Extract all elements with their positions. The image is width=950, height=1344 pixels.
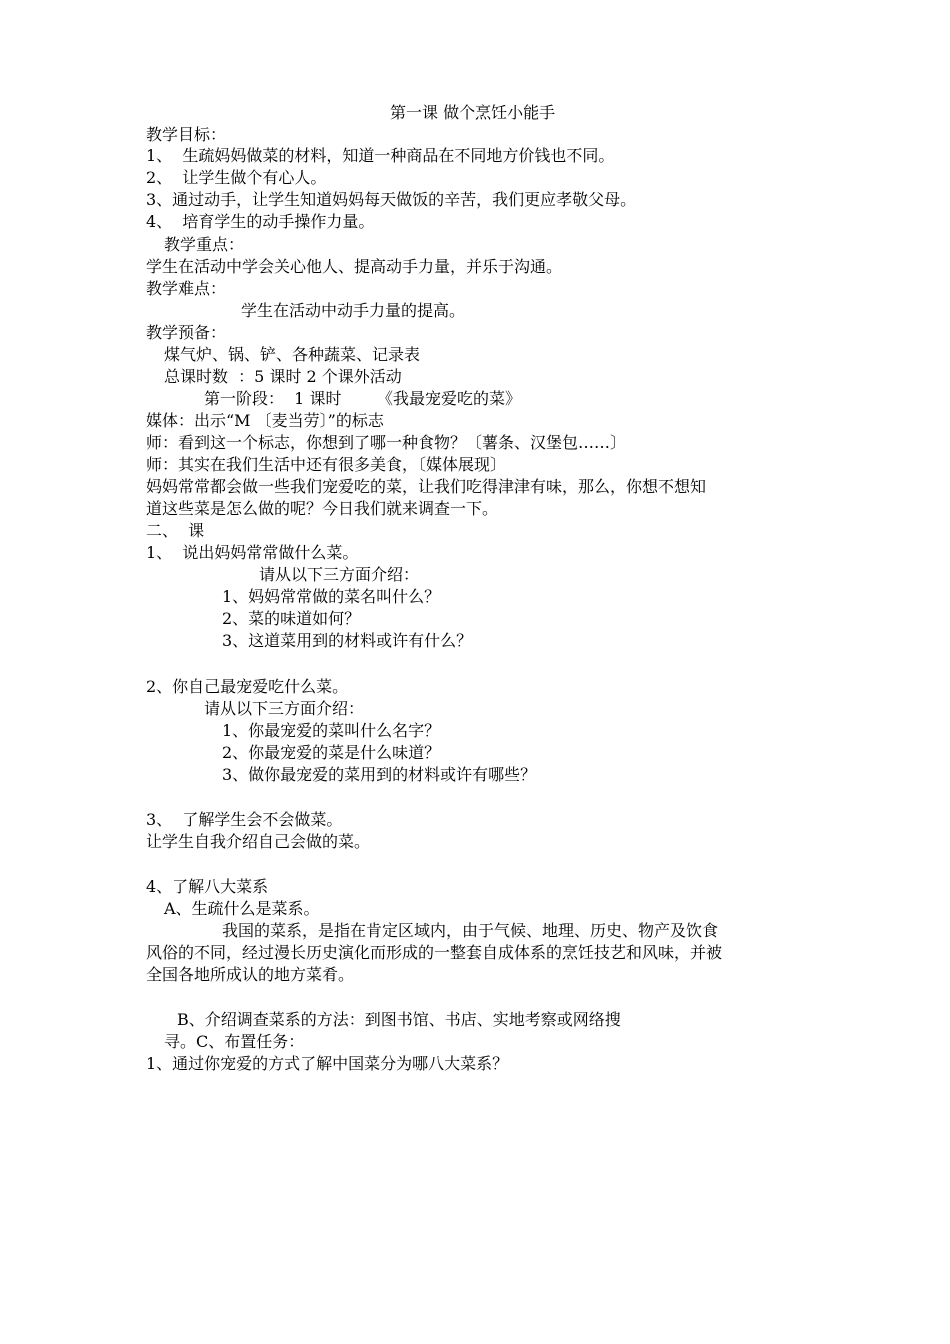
question-item: 2、菜的味道如何？ xyxy=(222,609,361,628)
activity-heading: 4、了解八大菜系 xyxy=(146,877,269,896)
total-hours-text: 总课时数 ：5 课时 2 个课外活动 xyxy=(164,367,402,386)
body-line: 全国各地所成认的地方菜肴。 xyxy=(146,965,355,984)
document-title: 第一课 做个烹饪小能手 xyxy=(390,103,556,122)
section-heading-key-points: 教学重点： xyxy=(164,235,245,254)
section-heading-difficulties: 教学难点： xyxy=(146,279,227,298)
body-line: 风俗的不同，经过漫长历史演化而形成的一整套自成体系的烹饪技艺和风味，并被 xyxy=(146,943,723,962)
sub-heading: B、介绍调查菜系的方法：到图书馆、书店、实地考察或网络搜 xyxy=(177,1010,621,1029)
task-item: 1、通过你宠爱的方式了解中国菜分为哪八大菜系？ xyxy=(146,1054,509,1073)
objective-line: 2、 让学生做个有心人。 xyxy=(146,168,327,187)
objective-line: 3、通过动手，让学生知道妈妈每天做饭的辛苦，我们更应孝敬父母。 xyxy=(146,190,637,209)
body-line: 师：其实在我们生活中还有很多美食，〔媒体展现〕 xyxy=(146,455,507,474)
difficulties-text: 学生在活动中动手力量的提高。 xyxy=(241,301,466,320)
question-item: 1、妈妈常常做的菜名叫什么？ xyxy=(222,587,441,606)
activity-heading: 1、 说出妈妈常常做什么菜。 xyxy=(146,543,359,562)
stage-one-text: 第一阶段： 1 课时 《我最宠爱吃的菜》 xyxy=(204,389,522,408)
question-item: 2、你最宠爱的菜是什么味道？ xyxy=(222,743,441,762)
activity-heading: 2、你自己最宠爱吃什么菜。 xyxy=(146,677,349,696)
body-line: 道这些菜是怎么做的呢？今日我们就来调查一下。 xyxy=(146,499,499,518)
section-heading-lesson: 二、 课 xyxy=(146,521,205,540)
section-heading-objectives: 教学目标： xyxy=(146,125,227,144)
question-item: 3、这道菜用到的材料或许有什么？ xyxy=(222,631,473,650)
sub-heading: A、生疏什么是菜系。 xyxy=(164,899,320,918)
activity-prompt: 请从以下三方面介绍： xyxy=(259,565,420,584)
key-points-text: 学生在活动中学会关心他人、提高动手力量，并乐于沟通。 xyxy=(146,257,563,276)
preparation-text: 煤气炉、锅、铲、各种蔬菜、记录表 xyxy=(164,345,421,364)
question-item: 1、你最宠爱的菜叫什么名字？ xyxy=(222,721,441,740)
sub-heading: 寻。C、布置任务： xyxy=(164,1032,305,1051)
body-line: 师：看到这一个标志，你想到了哪一种食物？〔薯条、汉堡包……〕 xyxy=(146,433,627,452)
section-heading-preparation: 教学预备： xyxy=(146,323,227,342)
activity-heading: 3、 了解学生会不会做菜。 xyxy=(146,810,343,829)
question-item: 3、做你最宠爱的菜用到的材料或许有哪些？ xyxy=(222,765,537,784)
objective-line: 4、 培育学生的动手操作力量。 xyxy=(146,212,375,231)
body-line: 让学生自我介绍自己会做的菜。 xyxy=(146,832,371,851)
body-line: 媒体：出示“M 〔麦当劳〕”的标志 xyxy=(146,411,384,430)
body-line: 我国的菜系，是指在肯定区域内，由于气候、地理、历史、物产及饮食 xyxy=(222,921,719,940)
objective-line: 1、 生疏妈妈做菜的材料，知道一种商品在不同地方价钱也不同。 xyxy=(146,146,615,165)
activity-prompt: 请从以下三方面介绍： xyxy=(204,699,365,718)
body-line: 妈妈常常都会做一些我们宠爱吃的菜，让我们吃得津津有味，那么，你想不想知 xyxy=(146,477,707,496)
